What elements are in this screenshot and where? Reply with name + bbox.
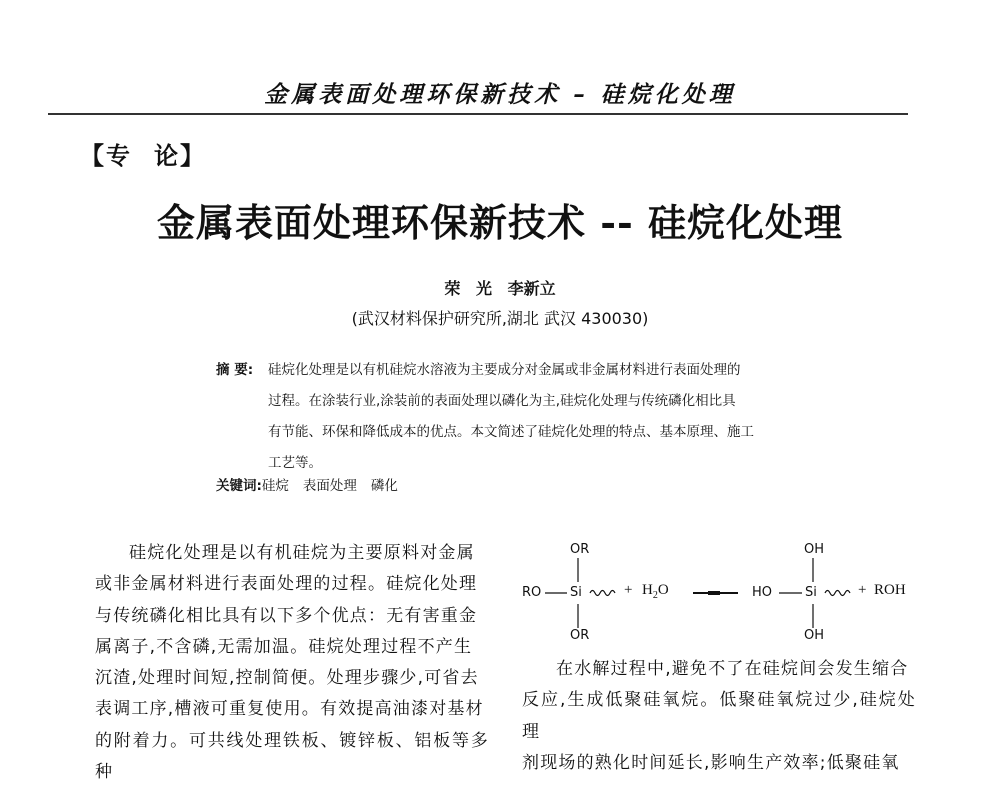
reactant-left-group: RO: [522, 585, 542, 600]
bracket-open: 【: [80, 141, 106, 170]
body-line: 与传统磷化相比具有以下多个优点：无有害重金: [95, 605, 478, 626]
plus-sign: +: [858, 582, 867, 598]
body-line: 表调工序,槽液可重复使用。有效提高油漆对基材: [95, 699, 484, 720]
article-title: 金属表面处理环保新技术 -- 硅烷化处理: [156, 200, 843, 245]
reactant-bottom-group: OR: [570, 628, 590, 643]
product-top-group: OH: [804, 542, 825, 557]
product-left-group: HO: [752, 585, 773, 600]
reactant-center-atom: Si: [570, 585, 582, 600]
bracket-close: 】: [180, 141, 206, 170]
running-head: 金属表面处理环保新技术 – 硅烷化处理: [264, 81, 736, 108]
body-line: 或非金属材料进行表面处理的过程。硅烷化处理: [95, 574, 478, 595]
section-word-2: 论: [154, 141, 180, 170]
affiliation: (武汉材料保护研究所,湖北 武汉 430030): [351, 309, 649, 328]
abstract-line: 有节能、环保和降低成本的优点。本文简述了硅烷化处理的特点、基本原理、施工: [268, 424, 754, 440]
abstract-line: 工艺等。: [268, 455, 322, 471]
plus-sign: +: [624, 582, 633, 598]
abstract-line: 过程。在涂装行业,涂装前的表面处理以磷化为主,硅烷化处理与传统磷化相比具: [268, 393, 736, 409]
body-right-column: [522, 654, 916, 779]
body-line: 沉渣,处理时间短,控制简便。处理步骤少,可省去: [95, 668, 479, 689]
authors: 荣 光 李新立: [444, 279, 556, 298]
water-formula: $H_2O$: [642, 582, 669, 601]
product-center-atom: Si: [805, 585, 817, 600]
product-bottom-group: OH: [804, 628, 825, 643]
body-line: 硅烷化处理是以有机硅烷为主要原料对金属: [129, 543, 475, 563]
body-line: 属离子,不含磷,无需加温。硅烷处理过程不产生: [95, 636, 473, 657]
section-word-1: 专: [106, 141, 132, 170]
body-line: 剂现场的熟化时间延长,影响生产效率;低聚硅氧: [522, 752, 900, 773]
keyword: 磷化: [370, 478, 398, 494]
keywords: [216, 474, 412, 494]
abstract: [216, 355, 806, 479]
keywords-label: 关键词:: [216, 478, 262, 494]
abstract-line: 硅烷化处理是以有机硅烷水溶液为主要成分对金属或非金属材料进行表面处理的: [268, 362, 741, 378]
keyword: 表面处理: [302, 478, 357, 494]
body-line: 反应,生成低聚硅氧烷。低聚硅氧烷过少,硅烷处理: [522, 690, 916, 742]
reactant-top-group: OR: [570, 542, 590, 557]
header-rule: [48, 113, 908, 115]
body-line: 在水解过程中,避免不了在硅烷间会发生缩合: [556, 659, 909, 679]
hydrolysis-reaction-diagram: [520, 540, 920, 648]
byproduct-formula: ROH: [874, 582, 906, 598]
body-line: 的附着力。可共线处理铁板、镀锌板、铝板等多种: [95, 730, 489, 783]
body-left-column: [95, 538, 489, 788]
abstract-label: 摘 要:: [216, 362, 254, 378]
section-tag: [80, 136, 206, 171]
keyword: 硅烷: [261, 478, 289, 494]
